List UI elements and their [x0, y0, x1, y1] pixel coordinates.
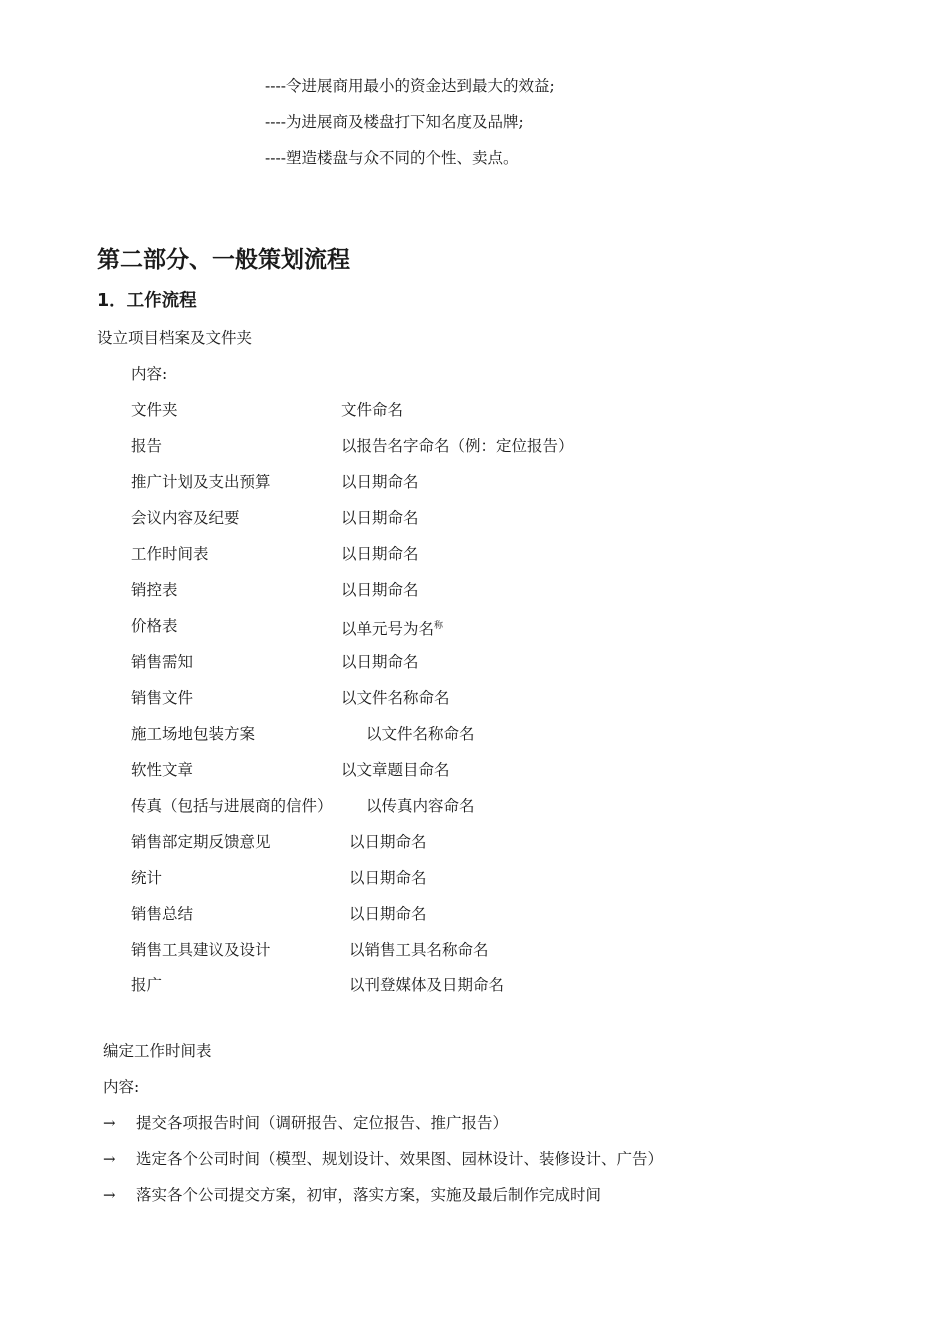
table-row-rule-wrap [341, 616, 443, 639]
subsection-title: 1．工作流程 [97, 291, 197, 311]
table-row-name: 推广计划及支出预算 [131, 473, 271, 491]
table-row-rule: 以日期命名 [341, 653, 419, 671]
table-row-rule: 以报告名字命名（例：定位报告） [341, 437, 574, 455]
table-row-name: 销售需知 [131, 653, 194, 671]
intro-line: ----塑造楼盘与众不同的个性、卖点。 [265, 149, 519, 167]
table-row-name: 销售文件 [131, 689, 194, 707]
schedule-content-label: 内容: [103, 1078, 140, 1096]
list-item: 提交各项报告时间（调研报告、定位报告、推广报告） [136, 1114, 509, 1132]
table-row-name: 文件夹 [131, 401, 178, 419]
table-row-rule: 以文件名称命名 [341, 689, 450, 707]
table-row-rule: 以销售工具名称命名 [349, 941, 489, 959]
table-row-name: 报广 [131, 976, 163, 994]
intro-line: ----为进展商及楼盘打下知名度及品牌; [265, 113, 524, 131]
table-row-rule: 以日期命名 [349, 905, 427, 923]
table-row-name: 传真（包括与进展商的信件） [131, 797, 333, 815]
schedule-heading: 编定工作时间表 [103, 1042, 212, 1060]
table-row-rule: 以日期命名 [341, 509, 419, 527]
table-row-name: 统计 [131, 869, 163, 887]
list-item: 选定各个公司时间（模型、规划设计、效果图、园林设计、装修设计、广告） [136, 1150, 664, 1168]
table-row-name: 工作时间表 [131, 545, 209, 563]
table-row-name: 销售总结 [131, 905, 194, 923]
table-row-rule: 以日期命名 [341, 473, 419, 491]
arrow-right-icon: → [103, 1114, 116, 1132]
table-row-name: 价格表 [131, 617, 178, 635]
table-row-name: 销控表 [131, 581, 178, 599]
table-row-rule: 以文章题目命名 [341, 761, 450, 779]
table-row-name: 会议内容及纪要 [131, 509, 240, 527]
table-row-name: 销售工具建议及设计 [131, 941, 271, 959]
list-item: 落实各个公司提交方案，初审，落实方案，实施及最后制作完成时间 [136, 1186, 602, 1204]
table-row-rule: 以日期命名 [349, 869, 427, 887]
table-row-rule: 以刊登媒体及日期命名 [349, 976, 505, 994]
table-row-name: 销售部定期反馈意见 [131, 833, 271, 851]
arrow-right-icon: → [103, 1150, 116, 1168]
table-row-rule-superscript: 称 [434, 621, 444, 631]
arrow-right-icon: → [103, 1186, 116, 1204]
section-title: 第二部分、一般策划流程 [97, 247, 350, 273]
table-row-rule: 以传真内容命名 [366, 797, 475, 815]
table-row-name: 施工场地包装方案 [131, 725, 256, 743]
table-row-rule: 以日期命名 [341, 581, 419, 599]
table-row-rule: 文件命名 [341, 401, 404, 419]
table-row-rule: 以日期命名 [341, 545, 419, 563]
archive-heading: 设立项目档案及文件夹 [97, 329, 253, 347]
table-row-rule: 以单元号为名 [341, 620, 435, 639]
archive-content-label: 内容: [131, 365, 168, 383]
table-row-rule: 以日期命名 [349, 833, 427, 851]
table-row-name: 软性文章 [131, 761, 194, 779]
intro-line: ----令进展商用最小的资金达到最大的效益; [265, 77, 555, 95]
table-row-name: 报告 [131, 437, 163, 455]
table-row-rule: 以文件名称命名 [366, 725, 475, 743]
